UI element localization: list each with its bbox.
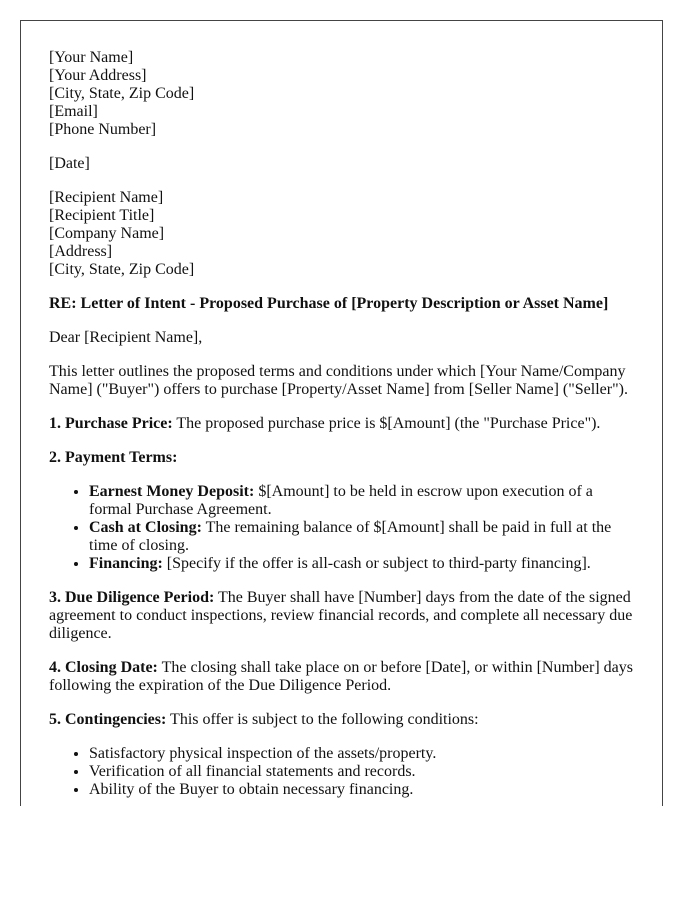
sender-block [49, 49, 634, 139]
recipient-address: [Address] [49, 243, 113, 260]
payment-terms-list [49, 483, 634, 573]
closing-date-section [49, 659, 634, 695]
contingencies-section [49, 711, 634, 729]
item-text: The remaining balance of $[Amount] shall be paid in full at the time of closing. [89, 519, 612, 554]
list-item [89, 519, 634, 555]
list-item [89, 483, 634, 519]
letter-page [20, 20, 663, 806]
list-item: • Ability of the Buyer to obtain necessary financing. [89, 781, 634, 799]
purchase-price-section [49, 415, 634, 433]
recipient-company: [Company Name] [49, 225, 165, 242]
item-label: Cash at Closing: [89, 519, 202, 536]
purchase-price-text: The proposed purchase price is $[Amount] (the "Purchase Price"). [172, 415, 601, 432]
recipient-city: [City, State, Zip Code] [49, 261, 195, 278]
recipient-title: [Recipient Title] [49, 207, 155, 224]
closing-date-text: The closing shall take place on or before [Date], or within [Number] days following the expiration of the Due Diligence Period. [49, 659, 633, 694]
item-label: Financing: [89, 555, 163, 572]
recipient-name: [Recipient Name] [49, 189, 164, 206]
item-text: [Specify if the offer is all-cash or subject to third-party financing]. [162, 555, 591, 572]
purchase-price-label: 1. Purchase Price: [49, 415, 173, 432]
list-item: • Verification of all financial statements and records. [89, 763, 634, 781]
contingencies-list [49, 745, 634, 799]
due-diligence-section [49, 589, 634, 643]
list-item: • Satisfactory physical inspection of the assets/property. [89, 745, 634, 763]
payment-terms-label: 2. Payment Terms: [49, 449, 178, 466]
sender-phone: [Phone Number] [49, 121, 157, 138]
item-label: Earnest Money Deposit: [89, 483, 255, 500]
date: [Date] [49, 155, 90, 172]
sender-city: [City, State, Zip Code] [49, 85, 195, 102]
salutation: Dear [Recipient Name], [49, 329, 203, 346]
recipient-block [49, 189, 634, 279]
item-text: $[Amount] to be held in escrow upon execution of a formal Purchase Agreement. [89, 483, 593, 518]
due-diligence-text: The Buyer shall have [Number] days from the date of the signed agreement to conduct inspections, review financial records, and complete all necessary due diligence. [49, 589, 633, 642]
due-diligence-label: 3. Due Diligence Period: [49, 589, 215, 606]
subject-line: RE: Letter of Intent - Proposed Purchase of [Property Description or Asset Name] [49, 295, 609, 312]
sender-name: [Your Name] [49, 49, 134, 66]
sender-address: [Your Address] [49, 67, 147, 84]
contingencies-label: 5. Contingencies: [49, 711, 167, 728]
closing-date-label: 4. Closing Date: [49, 659, 158, 676]
intro-paragraph: This letter outlines the proposed terms and conditions under which [Your Name/Company Name] ("Buyer") offers to purchase [Property/Asset Name] from [Seller Name] ("Seller"). [49, 363, 628, 398]
list-item [89, 555, 634, 573]
sender-email: [Email] [49, 103, 98, 120]
contingencies-text: This offer is subject to the following conditions: [166, 711, 479, 728]
